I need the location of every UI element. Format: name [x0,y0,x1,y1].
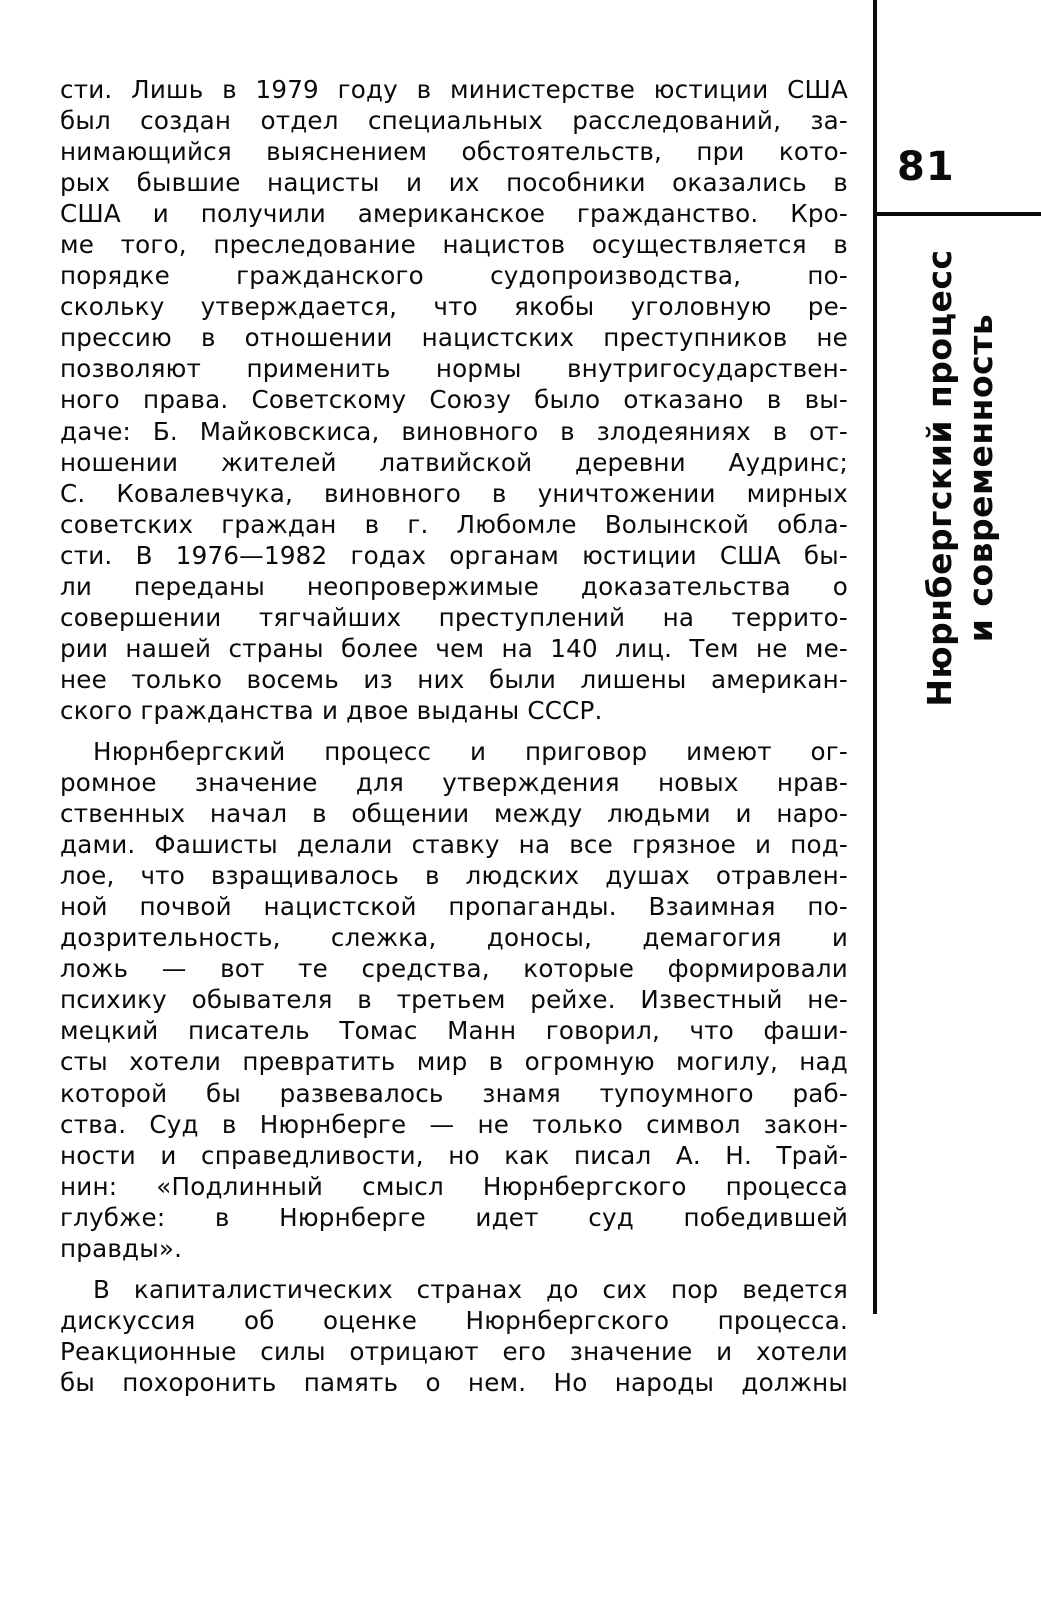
text-line: которой бы развевалось знамя тупоумного раб- [60,1078,848,1108]
text-line: ности и справедливости, но как писал А. Н. Трай- [60,1140,848,1170]
text-line: сти. В 1976—1982 годах органам юстиции США бы- [60,540,848,570]
text-line: ношении жителей латвийской деревни Аудринс; [60,447,848,477]
text-line: лое, что взращивалось в людских душах отравлен- [60,861,848,891]
text-line: нимающийся выяснением обстоятельств, при кото- [60,137,848,167]
text-line: ного права. Советскому Союзу было отказано в вы- [60,385,848,415]
text-line: рии нашей страны более чем на 140 лиц. Тем не ме- [60,633,848,663]
text-line: совершении тягчайших преступлений на террито- [60,602,848,632]
text-line: бы похоронить память о нем. Но народы должны [60,1367,848,1397]
text-line: С. Ковалевчука, виновного в уничтожении мирных [60,478,848,508]
text-line: Нюрнбергский процесс и приговор имеют ог- [93,736,848,766]
text-line: ромное значение для утверждения новых нрав- [60,768,848,798]
running-title-line-1: Нюрнбергский процесс [920,249,959,707]
text-line: ли переданы неопровержимые доказательства о [60,571,848,601]
paragraph-gap [60,1264,848,1274]
text-line: нин: «Подлинный смысл Нюрнбергского процесса [60,1171,848,1201]
text-line: сти. Лишь в 1979 году в министерстве юстиции США [60,75,848,104]
body-text [60,74,848,1398]
page-number: 81 [897,144,955,190]
text-line: дами. Фашисты делали ставку на все грязное и под- [60,830,848,860]
text-line: был создан отдел специальных расследований, за- [60,106,848,136]
text-line: дискуссия об оценке Нюрнбергского процесса. [60,1305,848,1335]
text-line: советских граждан в г. Любомле Волынской обла- [60,509,848,539]
paragraph [60,1274,848,1398]
text-line: психику обывателя в третьем рейхе. Известный не- [60,985,848,1015]
text-line: В капиталистических странах до сих пор ведется [93,1274,848,1304]
text-line: Реакционные силы отрицают его значение и хотели [60,1336,848,1366]
text-line: прессию в отношении нацистских преступников не [60,323,848,353]
text-line: ложь — вот те средства, которые формировали [60,954,848,984]
text-line: дозрительность, слежка, доносы, демагогия и [60,923,848,953]
text-line: ства. Суд в Нюрнберге — не только символ закон- [60,1109,848,1139]
text-line: ной почвой нацистской пропаганды. Взаимная по- [60,892,848,922]
text-line: ме того, преследование нацистов осуществляется в [60,230,848,260]
text-line: ского гражданства и двое выданы СССР. [60,695,603,725]
paragraph [60,736,848,1264]
text-line: мецкий писатель Томас Манн говорил, что фаши- [60,1016,848,1046]
paragraph [60,74,848,726]
text-line: скольку утверждается, что якобы уголовную ре- [60,292,848,322]
text-line: позволяют применить нормы внутригосударствен- [60,354,848,384]
running-title-line-2: и современность [961,313,1000,643]
text-line: нее только восемь из них были лишены американ- [60,664,848,694]
text-line: США и получили американское гражданство. Кро- [60,199,848,229]
text-line: порядке гражданского судопроизводства, по- [60,261,848,291]
text-line: правды». [60,1233,183,1263]
text-line: даче: Б. Майковскиса, виновного в злодеяниях в от- [60,416,848,446]
text-line: ственных начал в общении между людьми и наро- [60,799,848,829]
paragraph-gap [60,726,848,736]
text-line: глубже: в Нюрнберге идет суд победившей [60,1202,848,1232]
text-line: сты хотели превратить мир в огромную могилу, над [60,1047,848,1077]
text-line: рых бывшие нацисты и их пособники оказались в [60,168,848,198]
sidebar-horizontal-rule [873,212,1041,216]
sidebar-vertical-rule [873,0,877,1314]
